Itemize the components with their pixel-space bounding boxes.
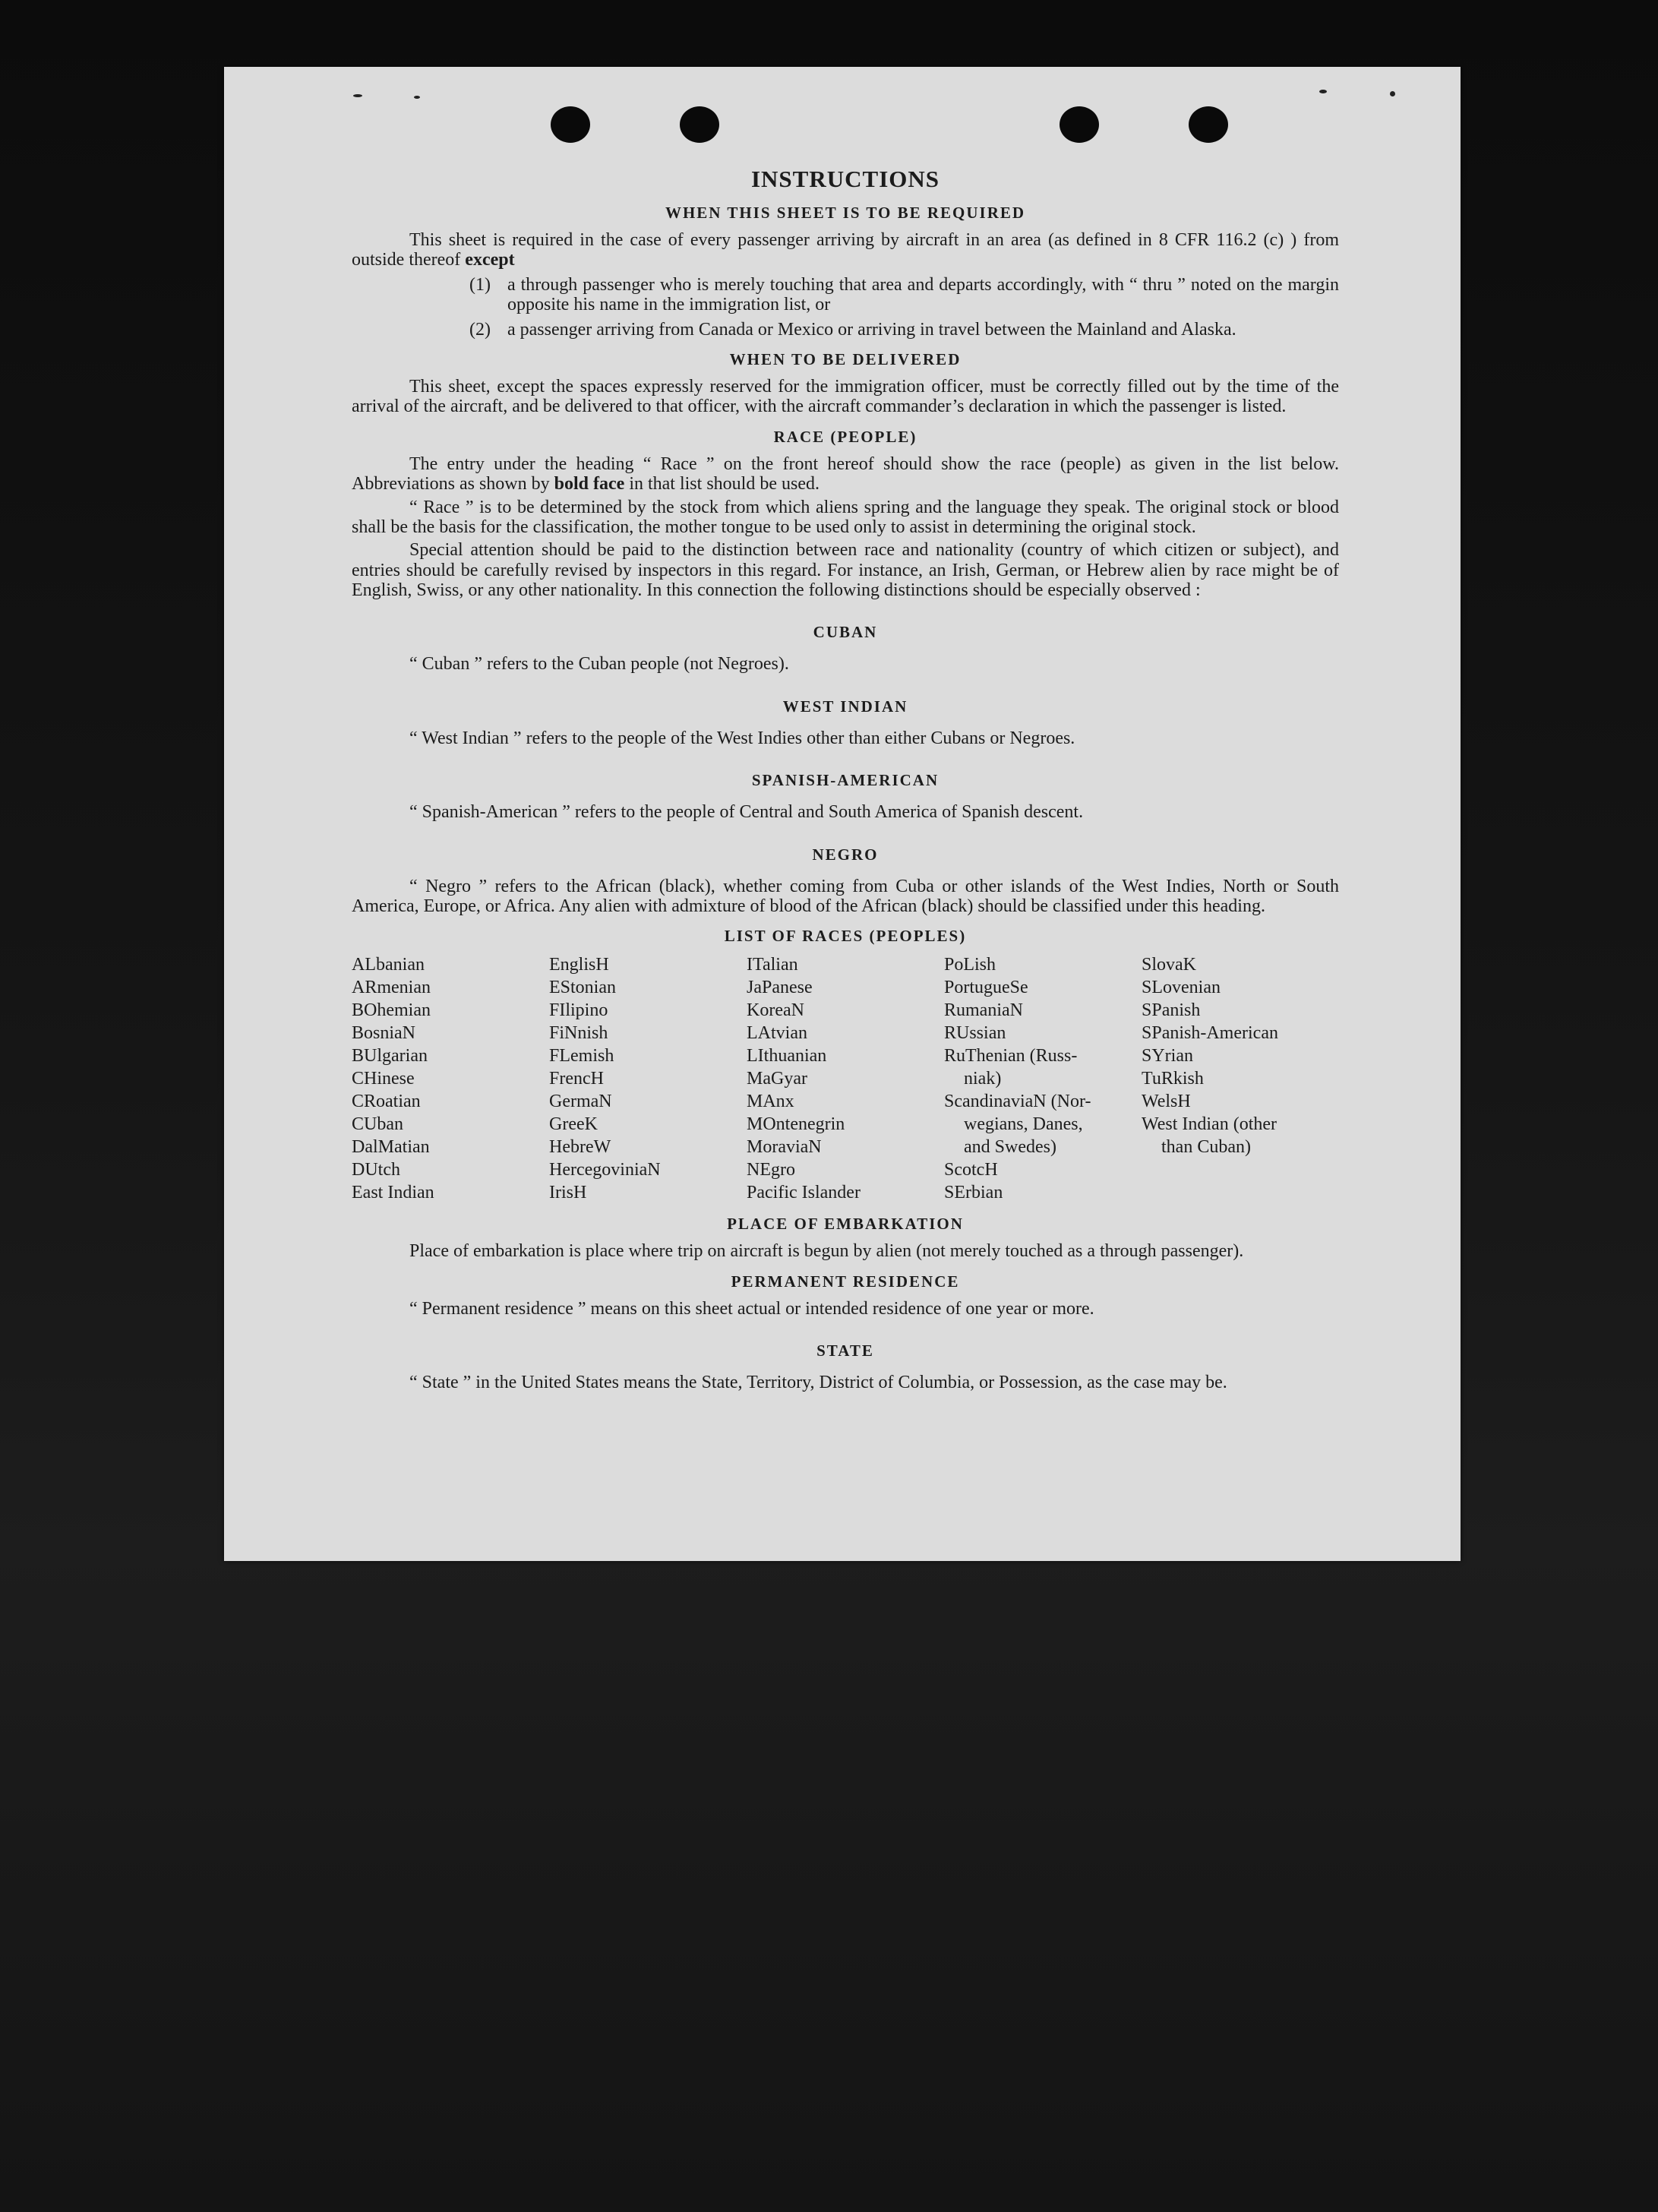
race-entry: SLovenian [1142, 978, 1221, 998]
race-entry: RUssian [944, 1023, 1006, 1044]
race-entry: LAtvian [747, 1023, 807, 1044]
race-entry: LIthuanian [747, 1046, 827, 1066]
punch-hole [551, 106, 590, 143]
scan-speck [1319, 90, 1327, 93]
heading-west-indian: WEST INDIAN [782, 697, 908, 716]
race-entry: ScotcH [944, 1160, 998, 1180]
race-entry: CHinese [352, 1069, 415, 1089]
race-entry: EStonian [549, 978, 616, 998]
race-paragraph-2: “ Race ” is to be determined by the stock from which aliens spring and the language they speak. The original stock or blood shall be the basis for the classification, the mother tongue to be used only to assist in determining the original stock. [352, 497, 1339, 537]
race-entry: BOhemian [352, 1000, 431, 1021]
race-entry: PoLish [944, 955, 996, 975]
race-entry: West Indian (other [1142, 1114, 1277, 1135]
heading-race: RACE (PEOPLE) [773, 427, 917, 446]
heading-when-required: WHEN THIS SHEET IS TO BE REQUIRED [665, 204, 1026, 222]
scan-speck [353, 94, 362, 97]
race-entry: SlovaK [1142, 955, 1196, 975]
instructions-content [352, 166, 1339, 1393]
heading-cuban: CUBAN [813, 623, 878, 642]
west-indian-text: “ West Indian ” refers to the people of the West Indies other than either Cubans or Negroes. [409, 728, 1075, 748]
race-entry: niak) [964, 1069, 1002, 1089]
race-entry: MAnx [747, 1092, 794, 1112]
race-entry: KoreaN [747, 1000, 804, 1021]
race-entry: FIlipino [549, 1000, 608, 1021]
race-entry: DalMatian [352, 1137, 430, 1158]
race-entry: FLemish [549, 1046, 614, 1066]
race-entry: IrisH [549, 1183, 587, 1203]
race-entry: BUlgarian [352, 1046, 428, 1066]
negro-text: “ Negro ” refers to the African (black), whether coming from Cuba or other islands of the West Indies, North or South America, Europe, or Africa. Any alien with admixture of blood of the African (black) should be classified under this heading. [352, 876, 1339, 917]
page-title: INSTRUCTIONS [750, 166, 940, 192]
race-entry: SErbian [944, 1183, 1003, 1203]
race-column [549, 953, 747, 1204]
race-entry: WelsH [1142, 1092, 1191, 1112]
race-entry: MoraviaN [747, 1137, 822, 1158]
race-paragraph-1 [352, 454, 1339, 495]
race-entry: RumaniaN [944, 1000, 1023, 1021]
race-entry: SPanish [1142, 1000, 1201, 1021]
when-required-intro-text: This sheet is required in the case of every passenger arriving by aircraft in an area (as defined in 8 CFR 116.2 (c) ) from outside thereof [352, 230, 1339, 270]
race-entry: MOntenegrin [747, 1114, 845, 1135]
race-entry: RuThenian (Russ- [944, 1046, 1078, 1066]
races-list [352, 953, 1339, 1204]
race-entry: and Swedes) [964, 1137, 1056, 1158]
except-bold: except [465, 250, 515, 270]
race-entry: JaPanese [747, 978, 813, 998]
race-p1-before: The entry under the heading “ Race ” on the front hereof should show the race (people) as given in the list below. Abbreviations as shown by [352, 453, 1339, 495]
race-paragraph-3: Special attention should be paid to the distinction between race and nationality (country of which citizen or subject), and entries should be carefully revised by inspectors in this regard. For instance, an Irish, German, or Hebrew alien by race might be of English, Swiss, or any other nationality. In this connection the following distinctions should be especially observed : [352, 540, 1339, 601]
exception-item [469, 275, 1339, 315]
exception-number: (2) [469, 319, 491, 340]
punch-hole [1060, 106, 1099, 143]
when-delivered-text: This sheet, except the spaces expressly reserved for the immigration officer, must be correctly filled out by the time of the arrival of the aircraft, and be delivered to that officer, with the aircraft commander’s declaration in which the passenger is listed. [352, 376, 1339, 417]
race-column [1142, 953, 1339, 1204]
race-p1-after: in that list should be used. [629, 474, 820, 495]
heading-when-delivered: WHEN TO BE DELIVERED [729, 349, 962, 368]
heading-spanish-american: SPANISH-AMERICAN [751, 771, 940, 790]
residence-text: “ Permanent residence ” means on this sheet actual or intended residence of one year or more. [409, 1298, 1094, 1319]
race-column [944, 953, 1142, 1204]
race-entry: ALbanian [352, 955, 425, 975]
race-entry: ScandinaviaN (Nor- [944, 1092, 1091, 1112]
race-entry: SPanish-American [1142, 1023, 1278, 1044]
heading-list-of-races: LIST OF RACES (PEOPLES) [724, 927, 967, 946]
race-entry: FiNnish [549, 1023, 608, 1044]
race-entry: DUtch [352, 1160, 400, 1180]
heading-negro: NEGRO [812, 845, 879, 864]
race-entry: FrencH [549, 1069, 604, 1089]
exception-item [469, 320, 1339, 340]
document-sheet [224, 67, 1461, 1561]
race-entry: CRoatian [352, 1092, 421, 1112]
punch-hole [1189, 106, 1228, 143]
race-entry: PortugueSe [944, 978, 1028, 998]
heading-embarkation: PLACE OF EMBARKATION [727, 1215, 964, 1234]
race-column [352, 953, 549, 1204]
race-entry: MaGyar [747, 1069, 807, 1089]
race-entry: HercegoviniaN [549, 1160, 661, 1180]
race-entry: TuRkish [1142, 1069, 1204, 1089]
heading-permanent-residence: PERMANENT RESIDENCE [731, 1272, 960, 1291]
state-text: “ State ” in the United States means the State, Territory, District of Columbia, or Possession, as the case may be. [409, 1373, 1227, 1393]
race-entry: SYrian [1142, 1046, 1193, 1066]
spanish-american-text: “ Spanish-American ” refers to the people of Central and South America of Spanish descent. [409, 802, 1084, 823]
race-entry: GermaN [549, 1092, 612, 1112]
race-entry: ARmenian [352, 978, 431, 998]
race-entry: BosniaN [352, 1023, 415, 1044]
race-column [747, 953, 944, 1204]
race-entry: CUban [352, 1114, 403, 1135]
exception-number: (1) [469, 274, 491, 295]
scan-speck [1390, 91, 1395, 96]
scan-speck [414, 96, 420, 99]
bold-face-term: bold face [554, 474, 625, 495]
race-entry: than Cuban) [1161, 1137, 1251, 1158]
race-entry: NEgro [747, 1160, 795, 1180]
cuban-text: “ Cuban ” refers to the Cuban people (not Negroes). [409, 654, 789, 675]
race-entry: wegians, Danes, [964, 1114, 1083, 1135]
race-entry: East Indian [352, 1183, 434, 1203]
race-entry: GreeK [549, 1114, 598, 1135]
exception-text: a through passenger who is merely touching that area and departs accordingly, with “ thru ” noted on the margin opposite his name in the immigration list, or [507, 274, 1339, 315]
race-entry: EnglisH [549, 955, 609, 975]
punch-hole [680, 106, 719, 143]
heading-state: STATE [816, 1341, 874, 1360]
race-entry: HebreW [549, 1137, 611, 1158]
exception-text: a passenger arriving from Canada or Mexico or arriving in travel between the Mainland and Alaska. [507, 319, 1236, 340]
when-required-intro [352, 230, 1339, 270]
race-entry: ITalian [747, 955, 798, 975]
race-entry: Pacific Islander [747, 1183, 861, 1203]
embarkation-text: Place of embarkation is place where trip on aircraft is begun by alien (not merely touched as a through passenger). [409, 1241, 1244, 1262]
